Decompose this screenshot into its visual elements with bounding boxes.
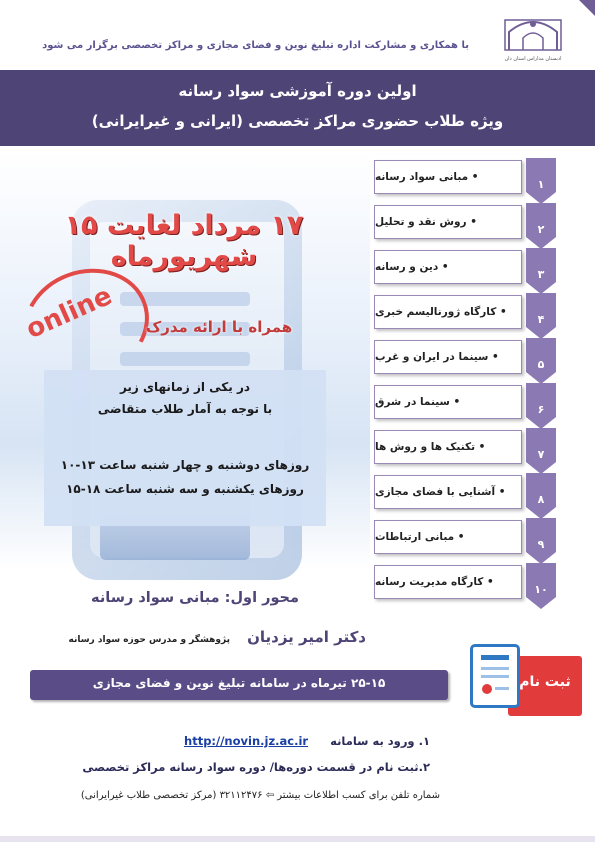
online-label: online [21,280,117,346]
speaker-role: پژوهشگر و مدرس حوزه سواد رسانه [68,635,230,645]
course-title: اولین دوره آموزشی سواد رسانه [178,82,417,100]
first-axis-title: محور اول: مبانی سواد رسانه [91,590,299,606]
contact-phone-info: شماره تلفن برای کسب اطلاعات بیشتر ⇦ ۳۲۱۱۲۴۷۶ (مرکز تخصصی طلاب غیرایرانی) [80,790,440,801]
topic-item: • سینما در ایران و غرب [374,340,522,374]
schedule-intro-note: با توجه به آمار طلاب متقاضی [97,402,273,416]
topic-item: • تکنیک ها و روش ها [374,430,522,464]
portal-link[interactable]: http://novin.jz.ac.ir [184,734,309,748]
logo-caption: ادبستان مداراس استان دان [504,56,562,62]
registration-step-2: ۲.ثبت نام در قسمت دوره‌ها/ دوره سواد رسانه مراکز تخصصی [82,760,430,774]
course-subtitle: ویژه طلاب حضوری مراکز تخصصی (ایرانی و غیرایرانی) [91,112,504,130]
topic-item: • مبانی ارتباطات [374,520,522,554]
collaboration-note: با همکاری و مشارکت اداره تبلیغ نوین و فضای مجازی و مراکز تخصصی برگزار می شود [42,40,469,51]
topic-item: • مبانی سواد رسانه [374,160,522,194]
topic-number: ۱ [537,178,545,191]
register-button-label: ثبت نام [519,674,571,690]
topic-number: ۲ [537,223,545,236]
speaker-name: دکتر امیر یزدیان [247,628,366,646]
step-1-text: ۱. ورود به سامانه [330,734,430,748]
topic-number: ۹ [537,538,545,551]
topic-item: • روش نقد و تحلیل [374,205,522,239]
schedule-slot: روزهای دوشنبه و چهار شنبه ساعت ۱۳-۱۰ [60,458,310,472]
registration-dates-band [30,670,448,700]
schedule-box [44,370,326,526]
topic-number: ۶ [537,403,545,416]
phone-row [120,352,250,366]
register-button[interactable] [464,636,582,734]
topic-number: ۱۰ [534,583,548,596]
topic-item: • کارگاه ژورنالیسم خبری [374,295,522,329]
certificate-note: همراه با ارائه مدرک [145,318,293,336]
date-range-headline: ۱۷ مرداد لغایت ۱۵ شهریورماه [64,210,304,272]
topic-item: • سینما در شرق [374,385,522,419]
topic-number: ۷ [537,448,545,461]
topic-item: • کارگاه مدیریت رسانه [374,565,522,599]
topic-item: • آشنایی با فضای مجازی [374,475,522,509]
seminary-logo [497,10,569,56]
registration-form-icon [470,644,520,708]
schedule-slot: روزهای یکشنبه و سه شنبه ساعت ۱۸-۱۵ [66,482,304,496]
registration-step-1 [60,734,430,748]
topic-number: ۵ [537,358,545,371]
bottom-strip [0,836,595,842]
topic-number: ۳ [537,268,545,281]
schedule-intro: در یکی از زمانهای زیر [119,380,251,394]
registration-dates: ۲۵-۱۵ تیرماه در سامانه تبلیغ نوین و فضای مجازی [92,676,386,690]
topic-number: ۸ [537,493,545,506]
title-band [0,70,595,146]
topic-number: ۴ [537,313,545,326]
corner-decoration [579,0,595,16]
topic-item: • دین و رسانه [374,250,522,284]
